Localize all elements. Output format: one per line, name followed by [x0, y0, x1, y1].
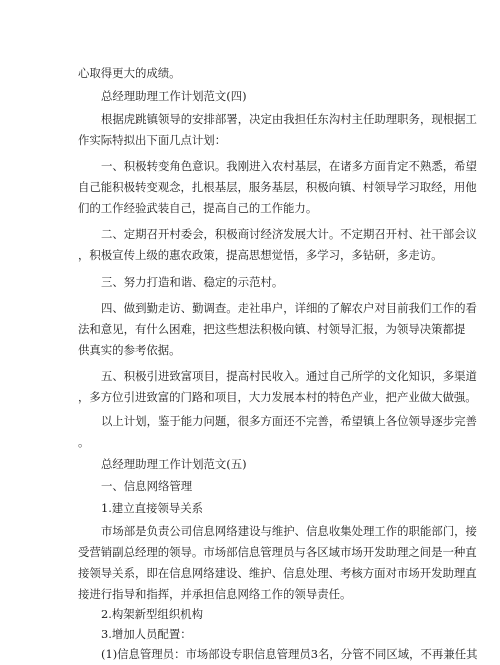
- paragraph-line: ，多方位引进致富的门路和项目，大力发展本村的特色产业，把产业做大做强。: [78, 390, 477, 404]
- heading: 2.构架新型组织机构: [101, 607, 203, 621]
- paragraph-line: 二、定期召开村委会，积极商讨经济发展大计。不定期召开村、社干部会议: [101, 227, 477, 241]
- paragraph-line: 接领导关系，即在信息网络建设、维护、信息处理、考核方面对市场开发助理直: [78, 566, 477, 580]
- paragraph-line: 市场部是负责公司信息网络建设与维护、信息收集处理工作的职能部门，接: [101, 524, 477, 538]
- paragraph-line: 以上计划，鉴于能力问题，很多方面还不完善，希望镇上各位领导逐步完善: [101, 414, 477, 428]
- paragraph-line: 作实际特拟出下面几点计划：: [78, 133, 227, 147]
- paragraph-line: 一、积极转变角色意识。我刚进入农村基层，在诸多方面肯定不熟悉，希望: [101, 159, 477, 173]
- paragraph-line: 接进行指导和指挥，并承担信息网络工作的领导责任。: [78, 587, 352, 601]
- paragraph-line: 四、做到勤走访、勤调查。走社串户，详细的了解农户对目前我们工作的看: [101, 301, 477, 315]
- paragraph-line: 法和意见，有什么困难，把这些想法积极向镇、村领导汇报，为领导决策都提: [78, 322, 466, 336]
- heading: 3.增加人员配置：: [101, 627, 192, 641]
- paragraph-line: 心取得更大的成绩。: [78, 66, 181, 80]
- paragraph-line: ，积极宣传上级的惠农政策，提高思想觉悟，多学习，多钻研，多走访。: [78, 248, 443, 262]
- paragraph-line: 受营销副总经理的领导。市场部信息管理员与各区域市场开发助理之间是一种直: [78, 545, 477, 559]
- paragraph-line: 根据虎跳镇领导的安排部署，决定由我担任东沟村主任助理职务，现根据工: [101, 112, 477, 126]
- heading: 一、信息网络管理: [101, 479, 193, 493]
- section-title: 总经理助理工作计划范文(四): [101, 89, 247, 103]
- paragraph-line: 们的工作经验武装自己，提高自己的工作能力。: [78, 201, 318, 215]
- paragraph-line: 自己能积极转变观念，扎根基层，服务基层，积极向镇、村领导学习取经，用他: [78, 180, 477, 194]
- heading: 1.建立直接领导关系: [101, 501, 203, 515]
- section-title: 总经理助理工作计划范文(五): [101, 457, 247, 471]
- paragraph-line: (1)信息管理员：市场部设专职信息管理员3名，分管不同区域，不再兼任其: [101, 647, 478, 661]
- paragraph-line: 三、努力打造和谐、稳定的示范村。: [101, 275, 284, 289]
- paragraph-line: 供真实的参考依据。: [78, 343, 181, 357]
- paragraph-line: 。: [78, 435, 90, 449]
- paragraph-line: 五、积极引进致富项目，提高村民收入。通过自己所学的文化知识，多渠道: [101, 369, 477, 383]
